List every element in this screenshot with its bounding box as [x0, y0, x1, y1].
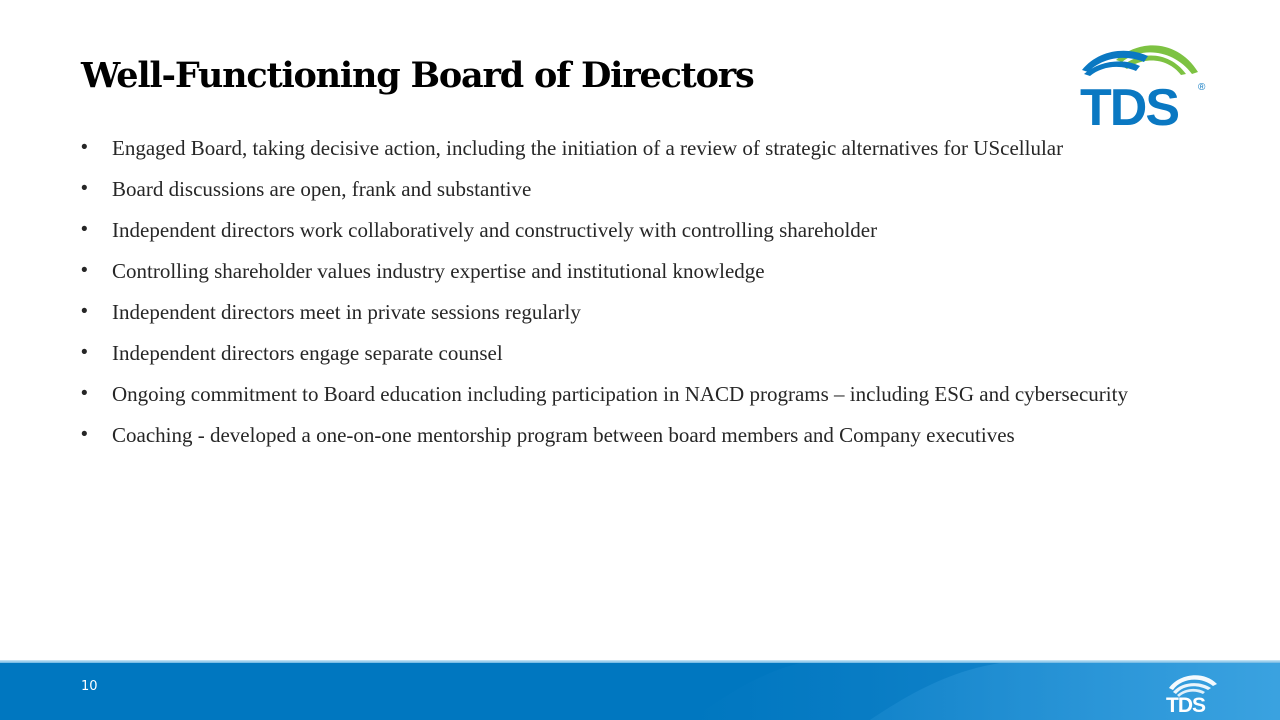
bullet-icon: • [81, 424, 88, 445]
bullet-icon: • [81, 342, 88, 363]
bullet-text: Coaching - developed a one-on-one mentorship program between board members and Company executives [112, 423, 1015, 447]
bullet-item [81, 380, 1161, 408]
bullet-icon: • [81, 260, 88, 281]
bullet-item [81, 134, 1161, 162]
tds-logo-text: TDS [1080, 79, 1178, 128]
tds-footer-logo-text: TDS [1166, 694, 1205, 714]
bullet-item [81, 421, 1161, 449]
bullet-text: Ongoing commitment to Board education including participation in NACD programs – including ESG and cybersecurity [112, 382, 1128, 406]
bullet-text: Independent directors meet in private sessions regularly [112, 300, 581, 324]
bullet-icon: • [81, 219, 88, 240]
bullet-text: Engaged Board, taking decisive action, including the initiation of a review of strategic alternatives for UScellular [112, 136, 1064, 160]
bullet-item [81, 175, 1161, 203]
bullet-text: Controlling shareholder values industry expertise and institutional knowledge [112, 259, 765, 283]
bullet-icon: • [81, 383, 88, 404]
bullet-text: Board discussions are open, frank and substantive [112, 177, 532, 201]
footer-bar [0, 663, 1280, 720]
bullet-list [81, 134, 1161, 462]
bullet-text: Independent directors work collaboratively and constructively with controlling shareholder [112, 218, 878, 242]
bullet-text: Independent directors engage separate counsel [112, 341, 503, 365]
bullet-item [81, 298, 1161, 326]
registered-mark: ® [1198, 82, 1206, 93]
bullet-item [81, 257, 1161, 285]
slide-title: Well-Functioning Board of Directors [81, 55, 754, 96]
bullet-icon: • [81, 178, 88, 199]
page-number: 10 [81, 679, 98, 694]
tds-logo [1078, 40, 1210, 128]
bullet-icon: • [81, 301, 88, 322]
bullet-item [81, 339, 1161, 367]
bullet-item [81, 216, 1161, 244]
footer-swoosh-decoration [0, 663, 1280, 720]
bullet-icon: • [81, 137, 88, 158]
tds-footer-logo [1163, 670, 1225, 714]
